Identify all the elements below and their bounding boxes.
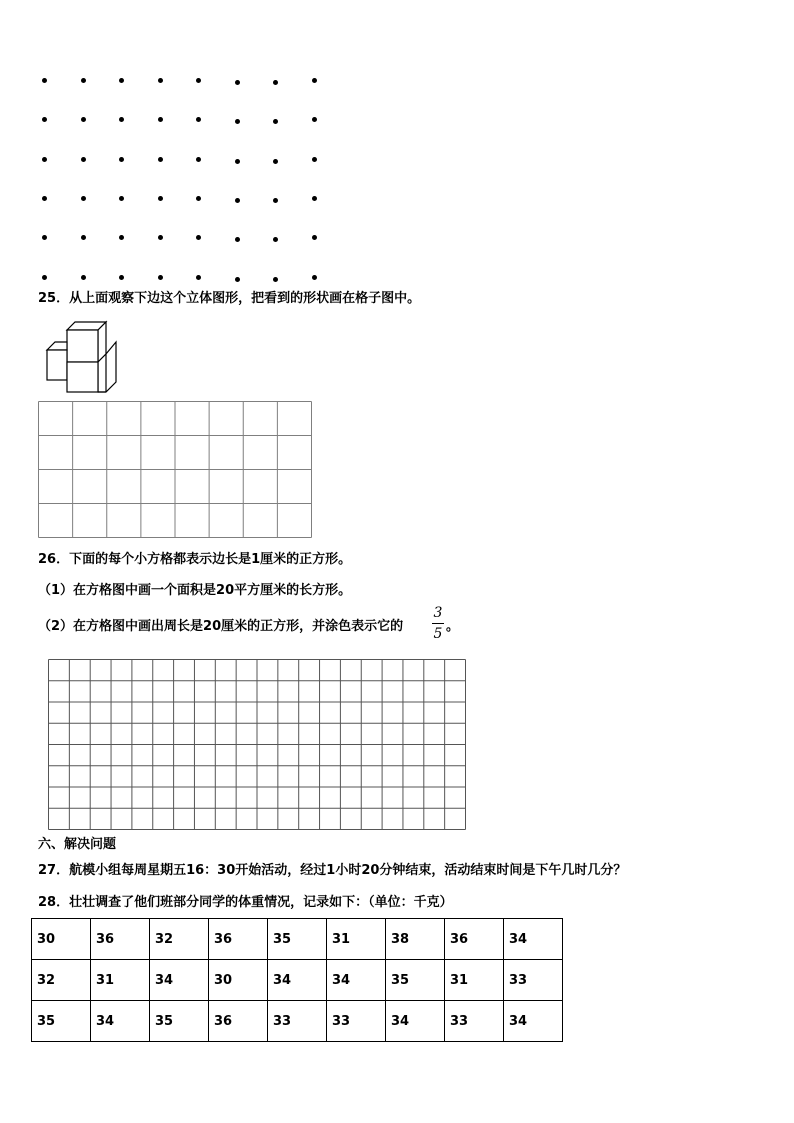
fraction-numerator: 3 [433, 605, 443, 621]
grid-dot [42, 157, 47, 162]
grid-dot [119, 275, 124, 280]
grid-dot [119, 196, 124, 201]
grid-dot [42, 275, 47, 280]
grid-dot [273, 80, 278, 85]
question-25-text: 25．从上面观察下边这个立体图形，把看到的形状画在格子图中。 [38, 291, 421, 306]
grid-dot [119, 157, 124, 162]
table-row [32, 960, 563, 1001]
grid-dot [196, 275, 201, 280]
question-26-part1: （1）在方格图中画一个面积是20平方厘米的长方形。 [38, 583, 352, 598]
grid-dot [196, 117, 201, 122]
table-cell: 34 [91, 1001, 150, 1042]
table-cell: 36 [445, 919, 504, 960]
question-28-text: 28．壮壮调查了他们班部分同学的体重情况，记录如下：（单位：千克） [38, 895, 453, 910]
grid-dot [273, 237, 278, 242]
table-cell: 33 [504, 960, 563, 1001]
table-cell: 35 [386, 960, 445, 1001]
grid-dot [119, 235, 124, 240]
grid-dot [158, 157, 163, 162]
grid-dot [312, 78, 317, 83]
grid-dot [273, 159, 278, 164]
grid-dot [273, 198, 278, 203]
grid-q26[interactable] [48, 659, 466, 830]
grid-dot [158, 275, 163, 280]
table-cell: 34 [504, 919, 563, 960]
table-cell: 34 [504, 1001, 563, 1042]
question-26-text: 26．下面的每个小方格都表示边长是1厘米的正方形。 [38, 552, 352, 567]
table-cell: 34 [386, 1001, 445, 1042]
grid-dot [235, 80, 240, 85]
table-cell: 35 [32, 1001, 91, 1042]
grid-dot [312, 196, 317, 201]
grid-dot [81, 275, 86, 280]
fraction-denominator: 5 [433, 626, 443, 642]
table-cell: 32 [150, 919, 209, 960]
grid-dot [196, 157, 201, 162]
table-cell: 36 [91, 919, 150, 960]
grid-dot [119, 78, 124, 83]
table-cell: 34 [327, 960, 386, 1001]
grid-dot [42, 196, 47, 201]
grid-dot [42, 117, 47, 122]
grid-dot [81, 157, 86, 162]
weight-table [31, 918, 563, 1042]
grid-q25[interactable] [38, 401, 312, 538]
grid-dot [312, 117, 317, 122]
grid-dot [312, 157, 317, 162]
grid-dot [235, 198, 240, 203]
grid-dot [81, 235, 86, 240]
grid-dot [158, 235, 163, 240]
table-cell: 35 [268, 919, 327, 960]
grid-dot [235, 277, 240, 282]
fraction-bar [432, 623, 444, 624]
grid-dot [312, 275, 317, 280]
table-cell: 31 [327, 919, 386, 960]
grid-dot [42, 235, 47, 240]
table-cell: 30 [32, 919, 91, 960]
grid-dot [81, 117, 86, 122]
grid-dot [273, 277, 278, 282]
table-cell: 38 [386, 919, 445, 960]
grid-dot [158, 196, 163, 201]
table-cell: 32 [32, 960, 91, 1001]
table-cell: 36 [209, 1001, 268, 1042]
table-cell: 33 [327, 1001, 386, 1042]
grid-dot [196, 235, 201, 240]
grid-dot [196, 196, 201, 201]
grid-dot [158, 78, 163, 83]
grid-dot [119, 117, 124, 122]
grid-dot [81, 78, 86, 83]
grid-dot [158, 117, 163, 122]
question-27-text: 27．航模小组每周星期五16：30开始活动，经过1小时20分钟结束，活动结束时间是下午几时几分？ [38, 863, 627, 878]
cube-figure [44, 318, 124, 398]
grid-dot [235, 159, 240, 164]
question-26-period: 。 [446, 619, 460, 634]
table-cell: 30 [209, 960, 268, 1001]
table-cell: 31 [445, 960, 504, 1001]
grid-dot [235, 237, 240, 242]
table-cell: 33 [445, 1001, 504, 1042]
table-cell: 31 [91, 960, 150, 1001]
table-cell: 36 [209, 919, 268, 960]
table-cell: 34 [150, 960, 209, 1001]
grid-dot [235, 119, 240, 124]
grid-dot [273, 119, 278, 124]
table-row [32, 1001, 563, 1042]
section-title: 六、解决问题 [38, 837, 117, 852]
table-cell: 34 [268, 960, 327, 1001]
table-cell: 35 [150, 1001, 209, 1042]
question-26-part2: （2）在方格图中画出周长是20厘米的正方形，并涂色表示它的 [38, 619, 404, 634]
grid-dot [312, 235, 317, 240]
table-cell: 33 [268, 1001, 327, 1042]
grid-dot [42, 78, 47, 83]
table-row [32, 919, 563, 960]
grid-dot [196, 78, 201, 83]
grid-dot [81, 196, 86, 201]
